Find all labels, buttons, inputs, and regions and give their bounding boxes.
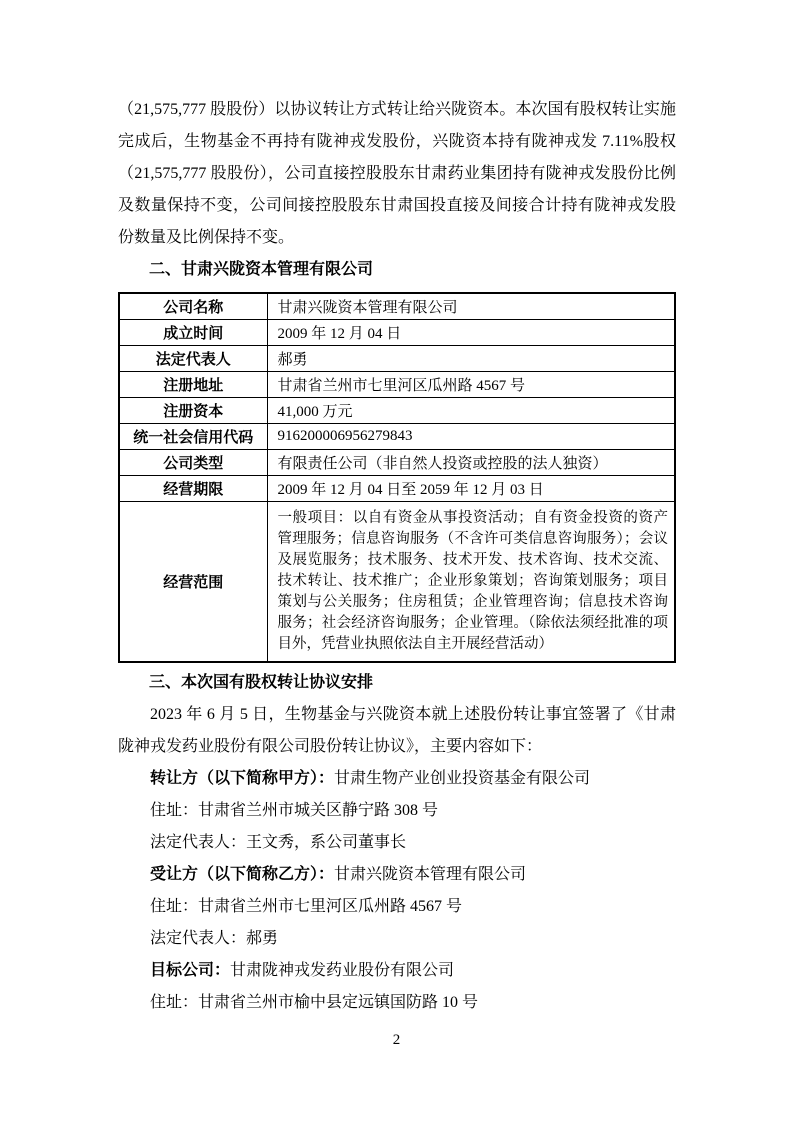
paragraph-continuation: （21,575,777 股股份）以协议转让方式转让给兴陇资本。本次国有股权转让实施完成后，生物基金不再持有陇神戎发股份，兴陇资本持有陇神戎发 7.11%股权（21,575,777 股股份），公司直接控股股东甘肃药业集团持有陇神戎发股份比例及数量保持不变，公司间接控股股东甘肃国投直接及间接合计持有陇神戎发股份数量及比例保持不变。	[118, 101, 676, 246]
row-value: 41,000 万元	[267, 397, 675, 423]
row-value: 916200006956279843	[267, 423, 675, 449]
row-value: 一般项目：以自有资金从事投资活动；自有资金投资的资产管理服务；信息咨询服务（不含许可类信息咨询服务）；会议及展览服务；技术服务、技术开发、技术咨询、技术交流、技术转让、技术推广；企业形象策划；咨询策划服务；项目策划与公关服务；住房租赁；企业管理咨询；信息技术咨询服务；社会经济咨询服务；企业管理。（除依法须经批准的项目外，凭营业执照依法自主开展经营活动）	[267, 501, 675, 662]
party-text: 法定代表人：郝勇	[150, 929, 279, 947]
row-label: 经营期限	[119, 475, 267, 501]
party-lead: 目标公司：	[150, 961, 231, 979]
party-text: 法定代表人：王文秀，系公司董事长	[150, 833, 407, 851]
party-line-legal-rep	[118, 827, 676, 859]
section2-heading: 二、甘肃兴陇资本管理有限公司	[149, 261, 374, 278]
row-value: 2009 年 12 月 04 日	[267, 319, 675, 345]
table-row	[119, 293, 675, 319]
table-row	[119, 345, 675, 371]
row-label: 公司名称	[119, 293, 267, 319]
party-text: 住址：甘肃省兰州市城关区静宁路 308 号	[150, 801, 439, 819]
row-label: 统一社会信用代码	[119, 423, 267, 449]
table-row	[119, 501, 675, 662]
party-line-address	[118, 987, 676, 1019]
row-label: 法定代表人	[119, 345, 267, 371]
table-row	[119, 449, 675, 475]
row-value: 2009 年 12 月 04 日至 2059 年 12 月 03 日	[267, 475, 675, 501]
party-line-transferee	[118, 859, 676, 891]
row-label: 注册资本	[119, 397, 267, 423]
row-label: 注册地址	[119, 371, 267, 397]
row-label: 公司类型	[119, 449, 267, 475]
table-row	[119, 475, 675, 501]
table-row	[119, 371, 675, 397]
party-line-target-company	[118, 955, 676, 987]
party-line-address	[118, 891, 676, 923]
page-number: 2	[392, 1032, 401, 1048]
row-value: 有限责任公司（非自然人投资或控股的法人独资）	[267, 449, 675, 475]
company-info-table	[118, 292, 676, 663]
section3-intro: 2023 年 6 月 5 日，生物基金与兴陇资本就上述股份转让事宜签署了《甘肃陇神戎发药业股份有限公司股份转让协议》，主要内容如下：	[118, 705, 676, 755]
row-label: 经营范围	[119, 501, 267, 662]
row-label: 成立时间	[119, 319, 267, 345]
section3-heading: 三、本次国有股权转让协议安排	[149, 673, 374, 691]
party-lead: 受让方（以下简称乙方）：	[150, 865, 335, 883]
party-text: 甘肃兴陇资本管理有限公司	[334, 865, 527, 883]
party-text: 住址：甘肃省兰州市榆中县定远镇国防路 10 号	[150, 993, 479, 1011]
row-value: 甘肃省兰州市七里河区瓜州路 4567 号	[267, 371, 675, 397]
row-value: 甘肃兴陇资本管理有限公司	[267, 293, 675, 319]
party-lead: 转让方（以下简称甲方）：	[150, 769, 335, 787]
table-row	[119, 319, 675, 345]
page-content	[118, 0, 676, 1019]
party-text: 住址：甘肃省兰州市七里河区瓜州路 4567 号	[150, 897, 463, 915]
row-value: 郝勇	[267, 345, 675, 371]
party-text: 甘肃陇神戎发药业股份有限公司	[230, 961, 455, 979]
party-line-transferor	[118, 763, 676, 795]
party-line-address	[118, 795, 676, 827]
party-text: 甘肃生物产业创业投资基金有限公司	[334, 769, 591, 787]
party-line-legal-rep	[118, 923, 676, 955]
table-row	[119, 423, 675, 449]
table-row	[119, 397, 675, 423]
